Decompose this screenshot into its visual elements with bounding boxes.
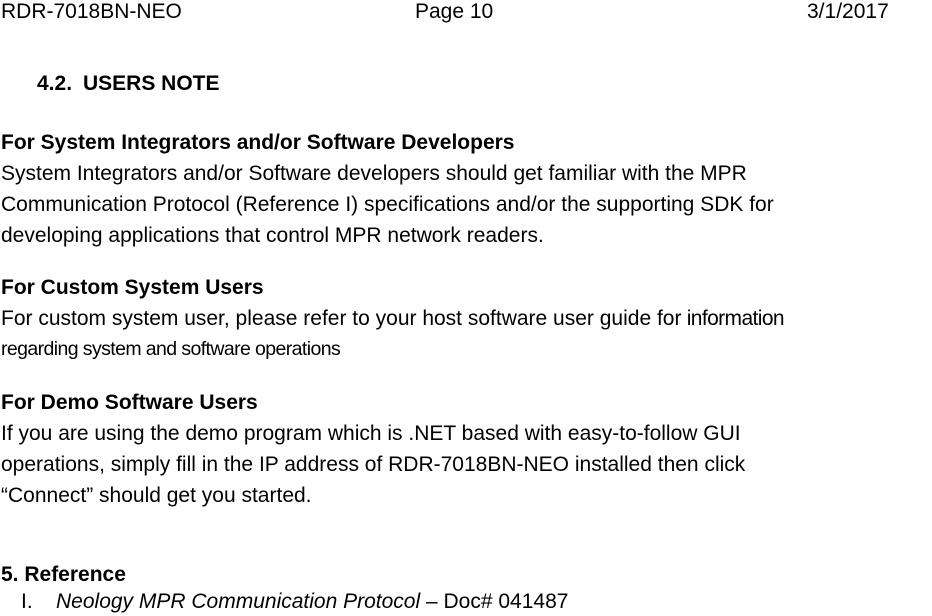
reference-item-suffix: – Doc# 041487	[420, 590, 569, 613]
custom-line-1a: For custom system user, please refer to your host software user guide for	[1, 307, 682, 330]
demo-line-2: operations, simply fill in the IP address of RDR-7018BN-NEO installed then click	[1, 453, 746, 476]
section-title-text: USERS NOTE	[83, 72, 220, 95]
demo-line-1: If you are using the demo program which is .NET based with easy-to-follow GUI	[1, 422, 741, 445]
section-title	[37, 71, 220, 97]
custom-block	[1, 272, 932, 365]
header-page-number: Page 10	[415, 0, 494, 23]
reference-item	[21, 588, 568, 616]
header-doc-id: RDR-7018BN-NEO	[1, 0, 182, 23]
integrators-line-1: System Integrators and/or Software developers should get familiar with the MPR	[1, 162, 747, 185]
header-date: 3/1/2017	[807, 0, 889, 23]
section-number: 4.2.	[37, 72, 73, 95]
integrators-line-2: Communication Protocol (Reference I) specifications and/or the supporting SDK for	[1, 193, 774, 216]
reference-heading-text: 5. Reference	[1, 563, 126, 586]
reference-heading	[1, 559, 932, 590]
custom-line-2: regarding system and software operations	[1, 338, 341, 360]
reference-item-title: Neology MPR Communication Protocol	[56, 590, 421, 613]
integrators-block	[1, 127, 932, 251]
integrators-heading: For System Integrators and/or Software Developers	[1, 131, 515, 154]
demo-heading: For Demo Software Users	[1, 391, 258, 414]
custom-line-1b: information	[681, 307, 784, 330]
demo-block	[1, 387, 932, 511]
custom-heading: For Custom System Users	[1, 276, 264, 299]
integrators-line-3: developing applications that control MPR network readers.	[1, 224, 544, 247]
reference-item-numeral: I.	[21, 590, 33, 613]
demo-line-3: “Connect” should get you started.	[1, 484, 312, 507]
custom-line-1	[1, 303, 932, 334]
